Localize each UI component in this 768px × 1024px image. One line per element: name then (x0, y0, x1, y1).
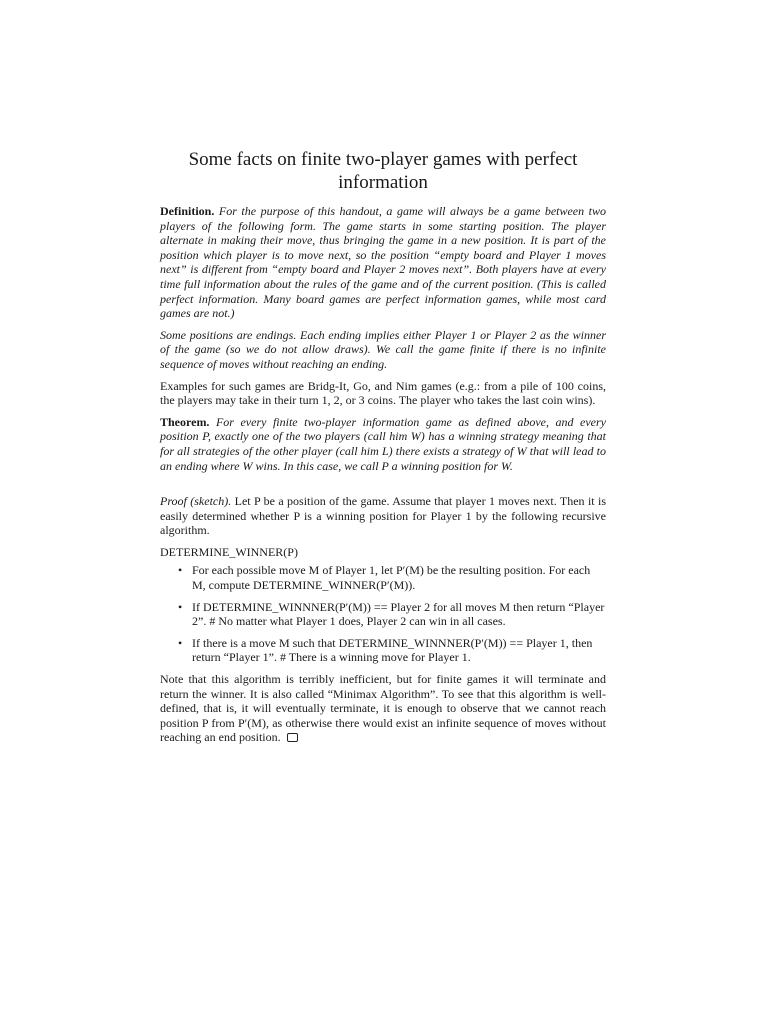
proof-paragraph (160, 494, 606, 538)
definition-label: Definition. (160, 204, 215, 218)
list-item (160, 636, 606, 665)
bullet-icon: • (178, 635, 183, 650)
algorithm-step-2: If DETERMINE_WINNNER(P′(M)) == Player 2 for all moves M then return “Player 2”. # No matter what Player 1 does, Player 2 can win in all cases. (192, 599, 605, 629)
definition-text: For the purpose of this handout, a game will always be a game between two players of the following form. The game starts in some starting position. The player alternate in making their move, thus bringing the game in a new position. It is part of the position which player is to move next, so the position “empty board and Player 1 moves next” is different from “empty board and Player 2 moves next”. Both players have at every time full information about the rules of the game and of the current position. (This is called perfect information. Many board games are perfect information games, while most card games are not.) (160, 204, 607, 321)
definition-paragraph (160, 204, 606, 321)
theorem-paragraph (160, 415, 606, 473)
proof-label: Proof (sketch). (160, 494, 232, 509)
handout-page (160, 148, 606, 752)
spacer (160, 480, 606, 494)
algorithm-steps (160, 563, 606, 665)
bullet-icon: • (178, 563, 183, 578)
theorem-label: Theorem. (160, 414, 210, 429)
examples-paragraph: Examples for such games are Bridg-It, Go, and Nim games (e.g.: from a pile of 100 coins, the players may take in their turn 1, 2, or 3 coins. The player who takes the last coin wins). (160, 378, 606, 408)
page-title: Some facts on finite two-player games with perfect information (188, 149, 578, 193)
theorem-text: For every finite two-player information game as defined above, and every position P, exactly one of the two players (call him W) has a winning strategy meaning that for all strategies of the other player (call him L) there exists a strategy of W that will lead to an ending where W wins. In this case, we call P a winning position for W. (160, 414, 606, 473)
list-item (160, 600, 606, 629)
qed-icon (287, 733, 298, 742)
algorithm-step-3: If there is a move M such that DETERMINE_WINNNER(P′(M)) == Player 1, then return “Player 1”. # There is a winning move for Player 1. (192, 635, 593, 665)
proof-text: Let P be a position of the game. Assume that player 1 moves next. Then it is easily determined whether P is a winning position for Player 1 by the following recursive algorithm. (160, 494, 606, 538)
list-item (160, 563, 606, 592)
algorithm-step-1: For each possible move M of Player 1, let P′(M) be the resulting position. For each M, compute DETERMINE_WINNER(P′(M)). (192, 563, 591, 593)
endings-paragraph: Some positions are endings. Each ending implies either Player 1 or Player 2 as the winner of the game (so we do not allow draws). We call the game finite if there is no infinite sequence of moves without reaching an ending. (160, 327, 606, 371)
bullet-icon: • (178, 599, 183, 614)
note-text: Note that this algorithm is terribly inefficient, but for finite games it will terminate and return the winner. It is also called “Minimax Algorithm”. To see that this algorithm is well-defined, that is, it will eventually terminate, it is enough to observe that we cannot reach position P from P′(M), as otherwise there would exist an infinite sequence of moves without reaching an end position. (160, 672, 606, 745)
algorithm-header: DETERMINE_WINNER(P) (160, 544, 298, 559)
note-paragraph (160, 672, 606, 745)
